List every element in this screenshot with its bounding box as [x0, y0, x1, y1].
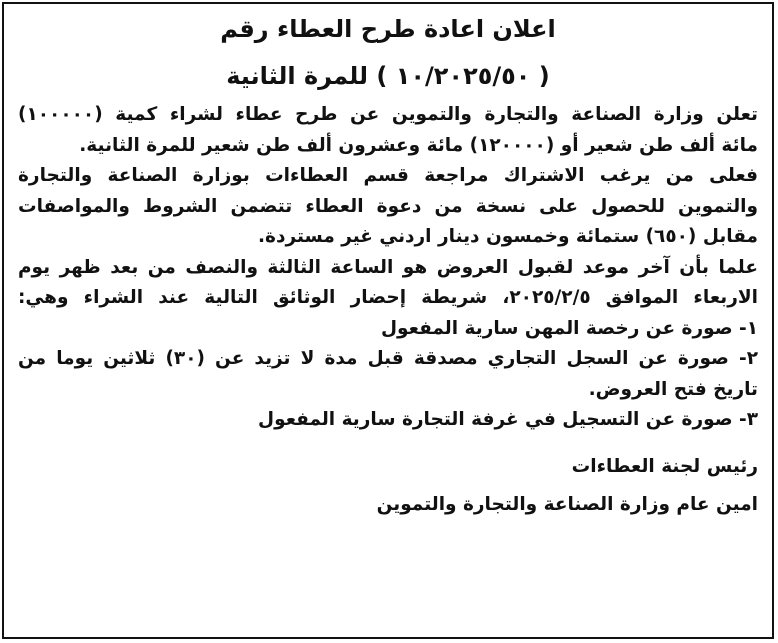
announcement-body	[4, 4, 772, 520]
requirement-item: تاريخ فتح العروض.	[588, 378, 758, 400]
announcement-title: اعلان اعادة طرح العطاء رقم	[220, 15, 556, 43]
paragraph-line: علما بأن آخر موعد لقبول العروض هو الساعة الثالثة والنصف من بعد ظهر يوم	[18, 256, 758, 278]
signature-name: امين عام وزارة الصناعة والتجارة والتموين	[376, 493, 758, 515]
paragraph-line: مقابل (٦٥٠) ستمائة وخمسون دينار اردني غير مستردة.	[258, 226, 758, 247]
signature-title: رئيس لجنة العطاءات	[571, 455, 758, 477]
paragraph-line: مائة ألف طن شعير أو (١٢٠٠٠٠) مائة وعشرون ألف طن شعير للمرة الثانية.	[79, 134, 758, 156]
paragraph-line: والتموين للحصول على نسخة من دعوة العطاء تتضمن الشروط والمواصفات	[18, 195, 758, 217]
paragraph-line: فعلى من يرغب الاشتراك مراجعة قسم العطاءات بوزارة الصناعة والتجارة	[18, 165, 758, 186]
requirement-item: ١- صورة عن رخصة المهن سارية المفعول	[381, 317, 758, 339]
paragraph-line: تعلن وزارة الصناعة والتجارة والتموين عن طرح عطاء لشراء كمية (١٠٠٠٠٠)	[18, 104, 758, 125]
announcement-frame	[2, 2, 774, 639]
paragraph-line: الاربعاء الموافق ٢٠٢٥/٢/٥، شريطة إحضار الوثائق التالية عند الشراء وهي:	[18, 287, 758, 308]
spacer	[18, 436, 758, 450]
requirement-item: ٢- صورة عن السجل التجاري مصدقة قبل مدة لا تزيد عن (٣٠) ثلاثين يوما من	[18, 348, 758, 369]
requirement-item: ٣- صورة عن التسجيل في غرفة التجارة سارية المفعول	[258, 409, 758, 430]
tender-number: ( ١٠/٢٠٢٥/٥٠ ) للمرة الثانية	[226, 62, 550, 90]
